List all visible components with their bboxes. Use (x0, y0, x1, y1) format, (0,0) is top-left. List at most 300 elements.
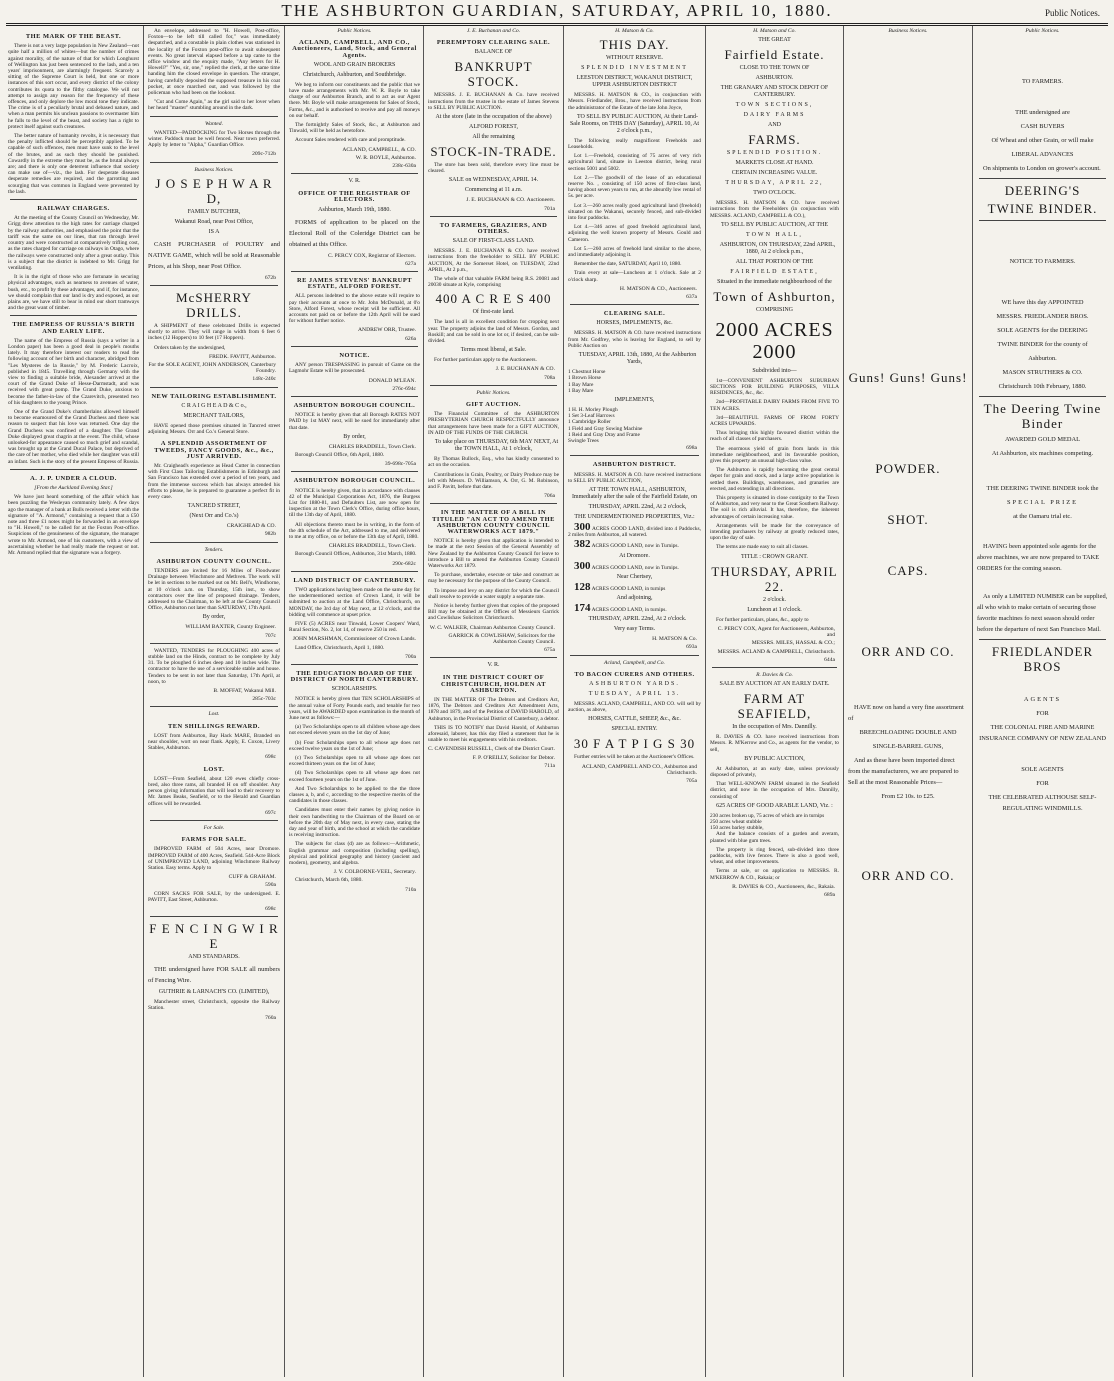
ad-code: 760a (265, 1014, 276, 1021)
ad-text: Ashburton. (1028, 355, 1057, 363)
masthead-title: THE ASHBURTON GUARDIAN, SATURDAY, APRIL 10, 1880. (281, 1, 833, 20)
ad-text: (a) Two Scholarships open to all children whose age does not exceed eleven years on the 1st day of June; (289, 724, 420, 737)
ad-subtitle: Wakanui Road, near Post Office, (174, 218, 254, 225)
property-text: ACRES GOOD LAND, now in Turnips. (591, 543, 679, 550)
ad-signature: CRAIGHEAD & CO. (226, 523, 276, 530)
ad-signature: For the SOLE AGENT, JOHN ANDERSON, Canterbury Foundry. (148, 362, 276, 375)
ad-subtitle: LEESTON DISTRICT, WAKANUI DISTRICT, UPPER ASHBURTON DISTRICT (576, 75, 693, 89)
ad-text: That WELL-KNOWN FARM situated in the Seafield district, and now in the occupation of Mrs. Dannilly, consisting of (710, 781, 839, 800)
ad-text: (c) Two Scholarships open to all whose age does not exceed thirteen years on the 1st of June; (289, 755, 420, 768)
ad-signature: CUFF & GRAHAM. (228, 874, 276, 881)
ad-title: ORR AND CO. (861, 868, 955, 884)
ad-signature: GARRICK & COWLISHAW, Solicitors for the Ashburton County Council. (448, 632, 555, 645)
ad-subtitle: SOLE AGENTS (1021, 766, 1064, 774)
ad-title: FARM AT SEAFIELD, (737, 691, 812, 722)
ad-title: NOTICE. (339, 351, 370, 359)
ad-date: THURSDAY, APRIL 22nd, At 2 o'clock, (588, 503, 687, 510)
royal-cipher: V. R. (487, 662, 500, 669)
ad-subtitle: WOOL AND GRAIN BROKERS (313, 61, 396, 68)
divider (291, 471, 418, 472)
divider (979, 220, 1106, 221)
ad-text: NOTICE is hereby given that TEN SCHOLARSHIPS of the annual value of Forty Pounds each, and tenable for two years, will be AWARDED upon examination in the month of June next as follows:— (289, 696, 420, 722)
property-text: ACRES GOOD LAND, divided into 4 Paddocks, 2 miles from Ashburton, all watered. (568, 525, 701, 539)
ad-text: FOR (1036, 780, 1049, 788)
ad-date: THURSDAY, APRIL 22, (725, 180, 824, 187)
ad-signature: C. PERCY COX, Agent for Auctioneers, Ashburton, and (717, 625, 835, 639)
ad-text: The following really magnificent Freeholds and Leaseholds. (568, 137, 701, 151)
ad-text: AT THE TOWN HALL, ASHBURTON, Immediately after the sale of the Fairfield Estate, on (571, 486, 698, 500)
list-item: 1 Cambridge Roller (568, 419, 611, 426)
stock-list (568, 369, 701, 394)
section-heading: Public Notices. (1025, 28, 1060, 34)
article-paragraph: One of the Grand Duke's chamberlains allowed himself to become enamoured of the Grand Duchess and there was reason to suspect that his love was returned. One day the Grand Duchess was confined of a daughter. The Grand Duke displayed great chagrin at the event. The child, whose unlooked-for appearance caused so much grief and scandal, was brought up at the Grand Ducal Palace, but deprived of the care of her mother, who died while her daughter was still an infant. Such is the story of the present Empress of Russia. (8, 408, 139, 465)
lot-item: Lot 5.—260 acres of freehold land similar to the above, and immediately adjoining it. (568, 245, 701, 259)
ad-text: WE have this day APPOINTED (1001, 299, 1084, 307)
ad-code: 697c (265, 809, 276, 816)
divider (150, 706, 278, 707)
ad-code: 707c (265, 632, 276, 639)
ad-subtitle: TANCRED STREET, (187, 503, 241, 510)
ad-text: Terms at sale, or on application to MESSRS. R. M'KERROW & CO., Rakaia; or (710, 868, 839, 881)
quote: "Cut and Come Again," as the girl said to her lover when her heard "master" stumbling around in the dark. (148, 99, 280, 112)
ad-code: 708a (544, 374, 555, 381)
ad-subtitle: SPLENDID INVESTMENT (581, 65, 688, 72)
ad-text: TO SELL BY PUBLIC AUCTION, AT THE (720, 221, 829, 228)
ad-code: 698c (265, 754, 276, 761)
ad-text: IMPROVED FARM of 504 Acres, near Dromore. IMPROVED FARM of 400 Acres, Seafield. 544-Acre Block of UNIMPROVED LAND, adjoining Winchmore Railway Station. Easy terms. Apply to (148, 846, 280, 872)
ad-text: Situated in the immediate neighbourhood of the (717, 278, 832, 285)
ad-text: To purchase, undertake, execute or take and construct as may be necessary for the purpose of the County Council. (428, 572, 559, 585)
ad-title: PEREMPTORY CLEARING SALE. (436, 39, 551, 47)
ad-title: TWINE BINDER. (987, 201, 1098, 217)
ad-text: IN THE MATTER OF The Debtors and Creditors Act, 1876, The Debtors and Creditors Act Amendment Acts, 1878 and 1879, and of the Petition of DAVID HAROLD, of Ashburton, in the Provincial District of Canterbury, a debtor. (428, 696, 559, 722)
ad-subtitle: HORSES, CATTLE, SHEEP, &c., &c. (588, 716, 681, 723)
ad-code: 693a (686, 644, 697, 651)
ad-text: MESSRS. ACLAND, CAMPBELL, AND CO. will sell by auction, as above, (568, 700, 701, 714)
property-item (568, 538, 701, 551)
ad-text: 1st—CONVENIENT ASHBURTON SUBURBAN SECTIONS FOR BUILDING PURPOSES, VILLA RESIDENCES, &c., &c. (710, 377, 839, 397)
ad-date: TUESDAY, APRIL 13. (588, 690, 681, 697)
section-heading: J. E. Buchanan and Co. (466, 28, 521, 34)
ad-text: 2nd—PROFITABLE DAIRY FARMS FROM FIVE TO TEN ACRES. (710, 399, 839, 412)
ad-text: All the remaining (472, 134, 515, 141)
ad-text: Train every at sale—Luncheon at 1 o'clock. Sale at 2 o'clock sharp. (568, 270, 701, 283)
ad-signature: H. MATSON & Co. (652, 636, 697, 643)
column-separator (143, 26, 144, 1377)
column-7 (848, 28, 968, 1377)
ad-text: MESSRS. H. MATSON & CO. have received instructions to SELL BY PUBLIC AUCTION, (568, 471, 701, 484)
ad-text: LOST—From Seafield, about 120 ewes chiefly cross-bred, also three rams, all branded H on off shoulder. Any person giving information that will lead to their recovery to Mr. James Beaks, Seafield, or to the Herald and Guardian offices will be rewarded. (148, 775, 280, 807)
ad-title: CLEARING SALE. (603, 310, 666, 318)
ad-subtitle: THE CELEBRATED ALTHOUSE SELF-REGULATING WINDMILLS. (988, 794, 1097, 813)
ad-text: The enormous yield of grain from lands in this immediate neighbourhood, and its favourable position, gives this property an unusual high-class value. (710, 445, 839, 465)
ad-code: 148c-240c (252, 376, 276, 383)
ad-subtitle: ASHBURTON. (755, 75, 794, 82)
section-heading: H. Matson & Co. (615, 28, 654, 34)
property-text: ACRES GOOD LAND, in turnips (591, 585, 666, 592)
ad-text: The land is all in excellent condition for cropping next year. The property adjoins the land of Messrs. Gordon, and Roskill; and can be sold in one lot or, if desired, can be sub-divided. (428, 319, 559, 345)
column-separator (423, 26, 424, 1377)
ad-signature: H. MATSON & CO., Auctioneers. (619, 285, 697, 292)
ad-title: BANKRUPT STOCK. (454, 59, 533, 90)
ad-text: The whole of that valuable FARM being R.S. 20081 and 20030 situate at Kyle, comprising (428, 276, 559, 289)
ad-text: THE undersigned have FOR SALE all numbers of Fencing Wire. (148, 966, 280, 985)
ad-text: TO SELL BY PUBLIC AUCTION, At their Land-Sale Rooms, on THIS DAY (Saturday), APRIL 10, At 2 o'clock p.m., (569, 113, 700, 134)
ad-subtitle: TWO O'CLOCK. (753, 190, 796, 197)
ad-code: 711a (544, 762, 555, 769)
property-item (568, 520, 701, 539)
divider (430, 216, 557, 217)
ad-text: Contributions in Grain, Poultry, or Dairy Produce may be left with Messrs. D. Williamson, A. Orr, G. M. Robinson, and F. Pavitt, before that date. (428, 471, 559, 490)
section-heading: H. Matson and Co. (753, 28, 796, 34)
ad-subtitle: BREECHLOADING DOUBLE AND (859, 729, 957, 737)
property-text: ACRES GOOD LAND, now in Turnips. (591, 564, 679, 571)
ad-date: SALE on WEDNESDAY, APRIL 14. (448, 177, 539, 184)
ad-text: And the balance consists of a garden and averam, planted with blue gum trees. (710, 831, 839, 844)
ad-text: By order, (343, 433, 366, 440)
lot-item: Lot 2.—The goodwill of the lease of an educational reserve No. , consisting of 150 acres of first-class land, having about seven years to run, at the absurdly low rental of 5s. per acre. (568, 174, 701, 200)
ad-text: Terms most liberal, at Sale. (460, 347, 527, 354)
ad-date: Land Office, Christchurch, April 1, 1880. (295, 644, 385, 651)
ad-text: MESSRS. J. E. BUCHANAN & Co. have received instructions from the trustee in the estate of James Stevens to SELL BY PUBLIC AUCTION. (428, 92, 559, 111)
ad-text: In the occupation of Mrs. Dannilly. (732, 724, 817, 731)
column-8 (977, 28, 1108, 1377)
ad-subtitle: AWARDED GOLD MEDAL (1004, 436, 1081, 444)
ad-title: TEN SHILLINGS REWARD. (167, 722, 260, 730)
ad-subtitle: And adjoining, (616, 594, 653, 601)
ad-subtitle: BALANCE OF (474, 49, 513, 56)
ad-text: 2 o'clock. (762, 596, 787, 603)
list-item: 1 H. H. Morley Plough (568, 406, 618, 413)
ad-text: The store has been sold, therefore every line must be cleared. (428, 162, 559, 175)
ad-text: To impose and levy on any district for which the Council shall resolve to provide a water supply a separate rate. (428, 587, 559, 600)
column-1 (8, 28, 139, 1377)
lot-item: Lot 3.—260 acres really good agricultural land (freehold) situated on the Wakanui, securely fenced, and sub-divided into four paddocks. (568, 202, 701, 222)
divider (291, 664, 418, 665)
article-paragraph: There is not a very large population in New Zealand—not quite half a million of whites—but the number of crimes against morality, of the nature of that for which Longhurst of Wellington has just been sentenced to the lash, and a ten years' imprisonment, are alarmingly frequent. Scarcely a sitting of the Supreme Court is held, but one or more instances of this sort occur, and every district of the colony contributes its quota to the filthy catalogue. We will not attempt to assign any reason for the frequency of these offences, and only deplore the low moral tone they indicate. The crime is of a peculiarly brutal and debased nature, and when a man permits his unclean passions to overmaster him he falls to the level of the beast, and society has a right to protect itself against such creatures. (8, 43, 139, 130)
divider (291, 396, 418, 397)
property-text: ACRES GOOD LAND, in turnips. (591, 606, 667, 613)
ad-date: ASHBURTON, ON THURSDAY, 22nd APRIL, 1880, At 2 o'clock p.m., (719, 241, 836, 255)
ad-subtitle: SPECIAL ENTRY. (611, 726, 658, 733)
section-heading: R. Davies & Co. (756, 671, 793, 678)
ad-title: ASHBURTON COUNTY COUNCIL. (156, 557, 272, 565)
ad-signature: FREDK. FAVITT, Ashburton. (209, 353, 276, 360)
ad-title: ASHBURTON BOROUGH COUNCIL. (293, 401, 416, 409)
ad-text: Manchester street, Christchurch, opposite the Railway Station. (148, 999, 280, 1012)
ad-code: 710a (405, 886, 416, 893)
ad-signature: WILLIAM BAXTER, County Engineer. (185, 624, 276, 631)
ad-subtitle: SPECIAL PRIZE (1006, 499, 1079, 507)
ad-subtitle: MESSRS. FRIEDLANDER BROS. (996, 313, 1089, 321)
ad-text: WANTED, TENDERS for PLOUGHING 400 acres of stubble land on the Hinds, contract to be complete by July 31. To be ploughed 6 inches deep and 10 inches wide. The contractor to have the use of a serviceable stable and house. Tenders to be sent in not later than Saturday, 17th April, at noon, to (148, 647, 280, 685)
ad-title: RE JAMES STEVENS' BANKRUPT ESTATE, ALFORD FOREST. (296, 277, 413, 291)
list-item: 1 Bay Mare (568, 387, 594, 394)
ad-text: HAVING been appointed sole agents for the above machines, we are now prepared to TAKE ORDERS for the coming season. (977, 543, 1100, 573)
list-item: 1 Field and Gray Sowing Machine (568, 425, 643, 432)
divider (291, 173, 418, 174)
ad-code: 701a (544, 205, 555, 212)
ad-text: And Two Scholarships to be applied to the the three classes a, b, and c, according to the respective merits of the candidates in those classes. (289, 785, 420, 805)
ad-text: The terms are made easy to suit all classes. (716, 544, 809, 551)
ad-subtitle: IMPLEMENTS, (614, 396, 655, 403)
divider (712, 667, 837, 668)
ad-title: McSHERRY DRILLS. (176, 290, 252, 321)
ad-text: Orders taken by the undersigned, (154, 344, 226, 351)
property-acreage: 174 (574, 601, 591, 614)
ad-title: FARMS FOR SALE. (181, 836, 247, 844)
ad-title: LOST. (203, 765, 225, 773)
implements-list (568, 407, 701, 444)
ad-text: We beg to inform our constituents and the public that we have made arrangements with Mr. W. R. Boyle to take charge of our Ashburton Branch, and to act as our Agent there. Mr. Boyle will make arrangements for Sales of Stock, Farms, &c., and is authorised to receive and pay all moneys on our behalf. (289, 81, 420, 119)
ad-text: NOTICE is hereby given that all Borough RATES NOT PAID by 1st MAY next, will be sued for immediately after that date. (289, 412, 420, 431)
list-item: 1 Reid and Gray Dray and Frame (568, 431, 640, 438)
ad-text: (d) Two Scholarships open to all whose age does not exceed fourteen years on the 1st of June. (289, 770, 420, 783)
section-heading: Acland, Campbell, and Co. (604, 659, 665, 666)
property-item (568, 559, 701, 572)
ad-subtitle: ALFORD FOREST, (469, 124, 518, 131)
ad-subtitle: AGENTS (1023, 696, 1062, 704)
ad-title: 2000 ACRES 2000 (715, 318, 834, 363)
property-acreage: 300 (574, 559, 591, 572)
ad-subtitle: SALE BY AUCTION AT AN EARLY DATE. (719, 681, 830, 688)
ad-subtitle: ASHBURTON YARDS. (589, 680, 680, 687)
ad-text: From £2 10s. to £25. (881, 793, 935, 801)
ad-date: Christchurch, March 6th, 1880. (295, 877, 363, 884)
ad-code: 982b (264, 531, 276, 538)
ad-title: 400 A C R E S 400 (435, 291, 552, 307)
divider (150, 643, 278, 644)
masthead-rule (6, 23, 1108, 24)
ad-code: 698a (686, 445, 697, 452)
ad-text: Luncheon at 1 o'clock. (747, 606, 802, 613)
ad-subtitle: (Next Orr and Co.'s) (189, 513, 239, 520)
ad-title: F E N C I N G W I R E (149, 921, 279, 952)
ad-subtitle: SCHOLARSHIPS. (331, 686, 378, 693)
ad-title: ORR AND CO. (861, 644, 955, 660)
ad-text: (b) Four Scholarships open to all whose age does not exceed twelve years on the 1st of June; (289, 739, 420, 752)
article-heading: THE MARK OF THE BEAST. (25, 33, 122, 40)
ad-title: J O S E P H W A R D, (155, 175, 273, 206)
ad-text: SOLE AGENTS for the DEERING (997, 327, 1088, 335)
ad-text: HAVE opened those premises situated in Tancred street adjoining Messrs. Orr and Co.'s General Store. (148, 422, 280, 436)
ad-subtitle: THE UNDERMENTIONED PROPERTIES, Viz.: (574, 513, 695, 520)
ad-title: NEW TAILORING ESTABLISHMENT. (151, 392, 277, 400)
ad-text: Candidates must enter their names by giving notice in their own handwriting to the Chairman of the Board on or before the 20th day of May next, in every case, stating the day and year of birth, and the school at which the candidate is receiving instruction. (289, 807, 420, 839)
ad-signature: B. MOFFAT, Wakanui Mill. (213, 687, 276, 694)
divider (10, 199, 137, 200)
ad-signature: ACLAND, CAMPBELL, & CO. (342, 146, 416, 153)
ad-subtitle: THE GRANARY AND STOCK DEPOT OF CANTERBURY. (720, 85, 829, 99)
ad-subtitle: Near Chertsey, (616, 573, 653, 580)
ad-text: At the store (late in the occupation of the above) (435, 114, 552, 121)
section-heading: Business Notices. (194, 166, 234, 173)
ad-text: The Ashburton is rapidly becoming the great central depot for grain and stock, and a large active population is settled there. Buildings, warehouses, and granaries are erected, and extending in all directions. (710, 467, 839, 492)
ad-signature: W. R. BOYLE, Ashburton. (355, 154, 416, 161)
ad-code: 276c-694c (392, 385, 416, 392)
section-heading: Business Notices. (888, 28, 928, 34)
ad-title: A SPLENDID ASSORTMENT OF TWEEDS, FANCY GOODS, &c., &c., JUST ARRIVED. (154, 440, 274, 460)
ad-text: Notice is hereby further given that copies of the proposed Bill may be obtained at the Offices of Messieurs Garrick and Cowlishaw Solicitors Christchurch. (428, 602, 559, 622)
ad-subtitle: ALL THAT PORTION OF THE (735, 258, 814, 265)
article-paragraph: The better nature of humanity revolts, it is necessary that the penalty inflicted should be perceptibly applied. To be capable of such offences, men must have sunk to the level of the brutes, and as such they should be punished. Cowardly in the extreme they must be, as the brutal always are; and there is only one deterrent influence that society can make use of—viz., the lash. For desperate diseases desperate remedies are required, and the garrotting and scourging that was common in England were prevented by the lash. (8, 133, 139, 195)
ad-subtitle: AND STANDARDS. (188, 954, 240, 961)
ad-subtitle: WITHOUT RESERVE. (605, 55, 664, 62)
ad-text: CORN SACKS FOR SALE, by the undersigned. E. PAVITT, East Street, Ashburton. (148, 890, 280, 903)
ad-text: FOR (1036, 710, 1049, 718)
ad-title: IN THE DISTRICT COURT OF CHRISTCHURCH, HOLDEN AT ASHBURTON. (441, 674, 546, 694)
ad-title: THIS DAY. (599, 37, 670, 53)
ad-subtitle: SPLENDID POSITION. (726, 150, 823, 157)
ad-code: 290c-682c (392, 560, 416, 567)
divider (150, 162, 278, 163)
ad-text: Account Sales rendered with care and promptitude. (295, 137, 406, 144)
column-3 (289, 28, 420, 1377)
ad-code: 590a (265, 882, 276, 889)
divider (430, 657, 557, 658)
property-acreage: 128 (574, 580, 591, 593)
ad-text: FORMS of application to be placed on the Electoral Roll of the Coleridge District can be obtained at this Office. (289, 218, 420, 248)
ad-subtitle: At Dromore. (619, 552, 650, 559)
ad-subtitle: TOWN SECTIONS, (735, 102, 814, 109)
ad-text: On shipments to London on grower's account. (983, 165, 1101, 173)
ad-subtitle: DAIRY FARMS (743, 112, 806, 119)
ad-title: TO FARMERS, GRAZIERS, AND OTHERS. (439, 221, 548, 236)
ad-subtitle: CERTAIN INCREASING VALUE. (731, 170, 818, 177)
column-4 (428, 28, 559, 1377)
divider (430, 385, 557, 386)
ad-text: THIS IS TO NOTIFY that David Harold, of Ashburton aforesaid, laborer, has this day filed a statement that he is unable to meet his engagements with his creditors. (428, 724, 559, 744)
ad-code: 700a (405, 653, 416, 660)
section-heading: Tenders. (204, 546, 224, 553)
ad-title: ASHBURTON DISTRICT. (592, 461, 677, 469)
ad-text: MESSRS. H. MATSON & CO., in conjunction with Messrs. Friedlander, Bros., have received instructions from the administrator of the Estate of the late John Joyce, (568, 92, 701, 111)
ad-code: 39-698c-705a (384, 461, 416, 468)
ad-subtitle: BY PUBLIC AUCTION, (744, 755, 805, 762)
ad-title: GIFT AUCTION. (465, 401, 522, 409)
divider (150, 916, 278, 917)
ad-title: OFFICE OF THE REGISTRAR OF ELECTORS. (298, 190, 411, 204)
ad-date: Ashburton, March 19th, 1880. (318, 206, 391, 213)
ad-code: 689a (824, 891, 835, 898)
ad-title: STOCK-IN-TRADE. (430, 144, 557, 160)
ad-code: 705a (686, 777, 697, 784)
article-heading: THE EMPRESS OF RUSSIA'S BIRTH AND EARLY LIFE. (12, 321, 135, 335)
ad-date: Borough Council Office, 6th April, 1880. (295, 451, 385, 458)
ad-title: LAND DISTRICT OF CANTERBURY. (293, 576, 416, 584)
ad-text: The subjects for class (d) are as follows:—Arithmetic, English grammar and composition (including spelling), physical and political geography and history (ancient and modern), geometry, and algebra. (289, 841, 420, 867)
ad-signature: C. CAVENDISH RUSSELL, Clerk of the District Court. (428, 746, 555, 753)
ad-subtitle: MERCHANT TAILORS, (183, 412, 245, 419)
article-paragraph: The name of the Empress of Russia (says a writer in a London paper) has been a good deal in people's mouths lately. It may therefore interest our readers to read the following account of her birth and character, abridged from "Les Mysteres de la Russie," by M. Frederic Lacroix, published in 1845. Travelling through Germany with the view to finding a suitable bride, Alexander arrived at the court of the Grand Duke of Hesse-Darmstadt, and was received with great pomp. The Grand Duke, anxious to become the father-in-law of the Czarevitch, presented two of his daughters to the young Prince. (8, 337, 139, 406)
ad-title: IN THE MATTER OF A BILL IN TITULED "AN ACT TO AMEND THE ASHBURTON COUNTY COUNCIL WATERWORKS ACT 1879." (432, 509, 555, 535)
ad-subtitle: AND (768, 122, 781, 129)
column-6 (710, 28, 839, 1377)
divider (291, 571, 418, 572)
ad-title: DEERING'S (1004, 183, 1081, 199)
ad-subtitle: CASH BUYERS (1020, 123, 1065, 131)
ad-text: TENDERS are invited for 16 Miles of Floodwater Drainage between Winchmore and Methven. The work will be let in sections to be marked out on Mr. Bell's, Windhorne, at 10 o'clock a.m. on Thursday, 15th inst., to show contractors over the line of proposed drainage. Tenders, addressed to the Chairman, to be left at the County Council Office, Ashburton not later than SATURDAY, 17th April. (148, 567, 280, 612)
ad-signature: ACLAND, CAMPBELL AND CO., Ashburton and Christchurch. (581, 763, 697, 776)
ad-title: ACLAND, CAMPBELL, AND CO., Auctioneers, Land, Stock, and General Agents. (292, 39, 417, 59)
ad-subtitle: TOWN HALL, (746, 231, 803, 238)
ad-signature: J. E. BUCHANAN & CO. (495, 366, 555, 373)
property-acreage: 382 (574, 538, 591, 551)
ad-title: The Deering Twine Binder (983, 401, 1102, 432)
ad-text: And as these have been imported direct from the manufacturers, we are prepared to Sell at the most Reasonable Prices— (848, 757, 959, 787)
ad-text: The Financial Committee of the ASHBURTON PRESBYTERIAN CHURCH RESPECTFULLY announce that arrangements have been made for a GIFT AUCTION, IN AID OF THE FUNDS OF THE CHURCH. (428, 411, 559, 436)
divider (570, 655, 699, 656)
lot-item: Lot 1.—Freehold, consisting of 75 acres of very rich agricultural land, situate in Leeston district, being rural sections 5001 and 5002. (568, 153, 701, 172)
divider (10, 469, 137, 470)
ad-subtitle: IS A (208, 228, 220, 235)
list-item: 150 acres barley stubble, (710, 825, 764, 832)
property-item (568, 601, 701, 614)
ad-code: 637a (686, 294, 697, 301)
ad-title: THURSDAY, APRIL 22. (711, 563, 838, 594)
ad-date: TUESDAY, APRIL 13th, 1880, At the Ashburton Yards, (578, 352, 697, 366)
lot-item: Lot 4.—346 acres of good freehold agricultural land, adjoining the well known property of Messrs. Gould and Cameron. (568, 224, 701, 243)
ad-signature: MESSRS. MILES, HASSAL & CO.; (751, 640, 835, 647)
article-source: [From the Auckland Evening Star.] (34, 485, 113, 491)
column-separator (843, 26, 844, 1377)
ad-text: Thus bringing this highly favoured district within the reach of all classes of purchasers. (710, 430, 839, 443)
divider (291, 271, 418, 272)
ad-subtitle: NOTICE TO FARMERS. (1009, 258, 1076, 266)
ad-title: TO BACON CURERS AND OTHERS. (574, 670, 695, 678)
ad-signature: DONALD M'LEAN. (368, 377, 416, 384)
ad-title: TO FARMERS. (1022, 78, 1063, 86)
ad-text: HAVE now on hand a very fine assortment of (848, 704, 964, 723)
article-heading: RAILWAY CHARGES. (37, 205, 110, 213)
masthead-right-label: Public Notices. (1045, 8, 1100, 18)
ad-text: LOST from Ashburton, Bay Hack MARE, Branded on near shoulder, wort on near flank. Apply, E. Coxon, Livery Stables, Ashburton. (148, 732, 280, 752)
divider (150, 285, 278, 286)
ad-text: This property is situated in close contiguity to the Town of Ashburton, and very near to the Great Southern Railway. The soil is rich alluvial. It has, therefore, the inherent advantages of certain increasing value. (710, 495, 839, 520)
article-heading: A. J. P. UNDER A CLOUD. (30, 474, 117, 482)
ad-signature: W. C. WALKER, Chairman Ashburton County Council. (429, 624, 555, 631)
ad-subtitle: Subdivided into— (752, 367, 797, 374)
ad-text: ALL persons indebted to the above estate will require to pay their accounts at once to Mr. John McDonald, at 0'o Store, Alford Forest, whose receipt will be sufficient. All accounts not paid on or before the 12th April will be sued for without further notice. (289, 293, 420, 325)
ad-text: At Ashburton, six machines competing. (991, 450, 1094, 458)
ad-text: FIVE (5) ACRES near Tinwald, Lower Coopers' Ward, Rural Section, No. 2, lot 14, of reserve 250 in red. (289, 620, 420, 634)
ad-code: 675a (544, 647, 555, 654)
ad-signature: JOHN MARSHMAN, Commissioner of Crown Lands. (292, 636, 416, 643)
ad-text: Commencing at 11 a.m. (464, 187, 523, 194)
ad-text: All objections thereto must be in writing, in the form of the 4th schedule of the Act, addressed to me, and delivered to me at my office, on or before the 13th day of April, 1880. (289, 521, 420, 540)
ad-subtitle: FAMILY BUTCHER, (187, 208, 241, 215)
ad-text: The property is ring fenced, sub-divided into three paddocks, with live fences. There is also a good well, wheat, and other improvements. (710, 846, 839, 866)
ad-text: 3rd—BEAUTIFUL FARMS OF FROM FORTY ACRES UPWARDS. (710, 414, 839, 428)
ad-title: SHOT. (887, 512, 929, 528)
ad-signature: MESSRS. ACLAND & CAMPBELL, Christchurch. (717, 648, 835, 655)
ad-text: MESSRS. H. MATSON & CO. have received instructions from the Freeholders (in conjunction with MESSRS. ACLAND, CAMPBELL & CO.), (710, 200, 839, 219)
ad-text: By Thomas Bullock, Esq., who has kindly consented to act on the occasion. (428, 456, 559, 469)
ad-text: NOTICE is hereby given, that in accordance with clauses 42 of the Municipal Corporations Act, 1876, the Burgess List for 1880-81, and Defaulters List, are now open for inspection at the Town Clerk's Office, during office hours, till the 13th day of April, 1880. (289, 487, 420, 519)
article-paragraph: It is in the right of those who are fortunate in securing physical advantages, such as nearness to avenues of water, bush, etc., to profit by these advantages, and if, for instance, we should complain that our land is dry and exposed, as our plains are, we have still to bear in mind our short tramways and the great want of timber. (8, 274, 139, 312)
ad-signature: J. E. BUCHANAN & CO. Auctioneers. (466, 197, 555, 204)
acreage-list (710, 813, 839, 832)
ad-date: Borough Council Offices, Ashburton, 31st March, 1880. (295, 551, 417, 558)
ad-subtitle: TITLE : CROWN GRANT. (741, 553, 808, 560)
royal-cipher: V. R. (348, 178, 361, 185)
article-paragraph: At the meeting of the County Council on Wednesday, Mr. Grigg drew attention to the high rates for carriage charged by the railway authorities, and emphasised the point that the tariff was the same on our lines, that ran through level country and were constructed at comparatively trifling cost, as the rates charged for carriage on railways in Otago, where the railways were constructed only after a great outlay. This is a subject that the district is indebted to Mr. Grigg for ventilating. (8, 215, 139, 271)
section-heading: Public Notices. (337, 28, 372, 34)
section-heading: For Sale. (203, 825, 225, 832)
ad-subtitle: FAIRFIELD ESTATE, (730, 268, 819, 275)
ad-text: Mr. Craighead's experience as Head Cutter in connection with First Class Tailoring Establishments in Edinburgh and San Francisco has extended over a period of ten years, and from the immense success which has always attended his efforts to please, he is prepared to guarantee a perfect fit in every case. (148, 462, 280, 500)
list-item: 1 Chestnut Horse (568, 369, 606, 376)
